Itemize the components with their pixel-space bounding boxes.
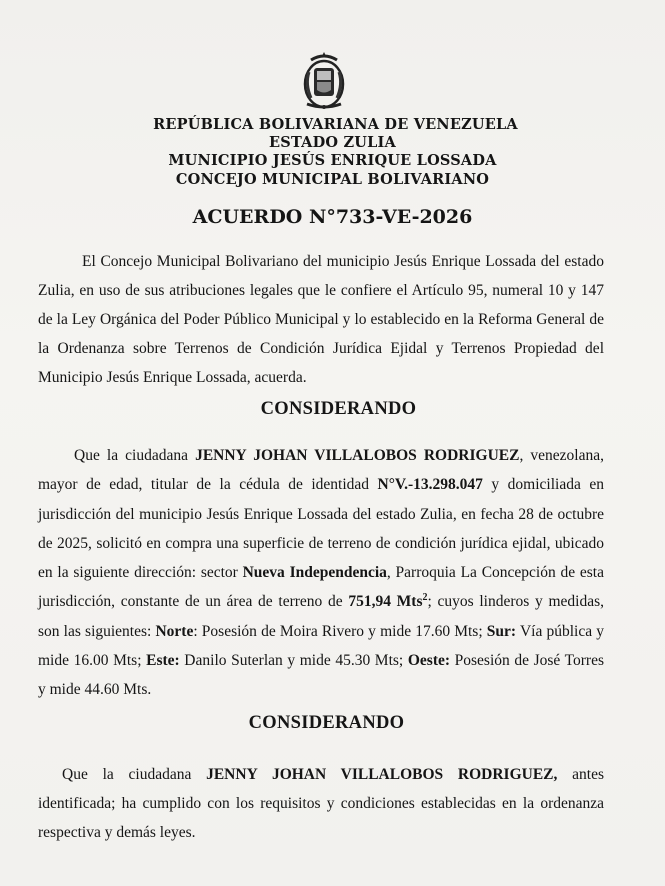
agreement-title: ACUERDO N°733-VE-2026 <box>192 206 473 228</box>
intro-paragraph: El Concejo Municipal Bolivariano del municipio Jesús Enrique Lossada del estado Zulia, en uso de sus atribuciones legales que le confiere el Artículo 95, numeral 10 y 147 de la Ley Orgánica del Poder Público Municipal y lo establecido en la Reforma General de la Ordenanza sobre Terrenos de Condición Jurídica Ejidal y Terrenos Propiedad del Municipio Jesús Enrique Lossada, acuerda. <box>38 253 604 386</box>
applicant-name: JENNY JOHAN VILLALOBOS RODRIGUEZ <box>195 447 520 464</box>
sector-name: Nueva Independencia <box>242 564 387 582</box>
id-number: N°V.-13.298.047 <box>377 476 483 494</box>
header-council: CONCEJO MUNICIPAL BOLIVARIANO <box>175 171 490 188</box>
considerando-heading-1: CONSIDERANDO <box>260 399 417 419</box>
land-area: 751,94 Mts$^2$ <box>348 592 428 611</box>
considerando-paragraph-1: Que la ciudadana JENNY JOHAN VILLALOBOS RODRIGUEZ, venezolana, mayor de edad, titular de la cédula de identidad N°V.-13.298.047 y domiciliada en jurisdicción del municipio Jesús Enrique Lossada del estado Zulia, en fecha 28 de octubre de 2025, solicitó en compra una superficie de terreno de condición jurídica ejidal, ubicado en la siguiente dirección: sector Nueva Independencia, Parroquia La Concepción de esta jurisdicción, constante de un área de terreno de 751,94 Mts$^2$; cuyos linderos y medidas, son las siguientes: Norte: Posesión de Moira Rivero y mide 17.60 Mts; Sur: Vía pública y mide 16.00 Mts; Este: Danilo Suterlan y mide 45.30 Mts; Oeste: Posesión de José Torres y mide 44.60 Mts. <box>38 447 604 699</box>
coat-of-arms-icon <box>297 48 351 114</box>
header-republic: REPÚBLICA BOLIVARIANA DE VENEZUELA <box>153 116 518 133</box>
applicant-name: JENNY JOHAN VILLALOBOS RODRIGUEZ, <box>206 766 558 783</box>
header-state: ESTADO ZULIA <box>269 134 396 151</box>
considerando-heading-2: CONSIDERANDO <box>248 713 405 733</box>
header-municipality: MUNICIPIO JESÚS ENRIQUE LOSSADA <box>168 152 497 169</box>
considerando-paragraph-2: Que la ciudadana JENNY JOHAN VILLALOBOS RODRIGUEZ, antes identificada; ha cumplido con los requisitos y condiciones establecidas en la ordenanza respectiva y demás leyes. <box>38 766 604 841</box>
